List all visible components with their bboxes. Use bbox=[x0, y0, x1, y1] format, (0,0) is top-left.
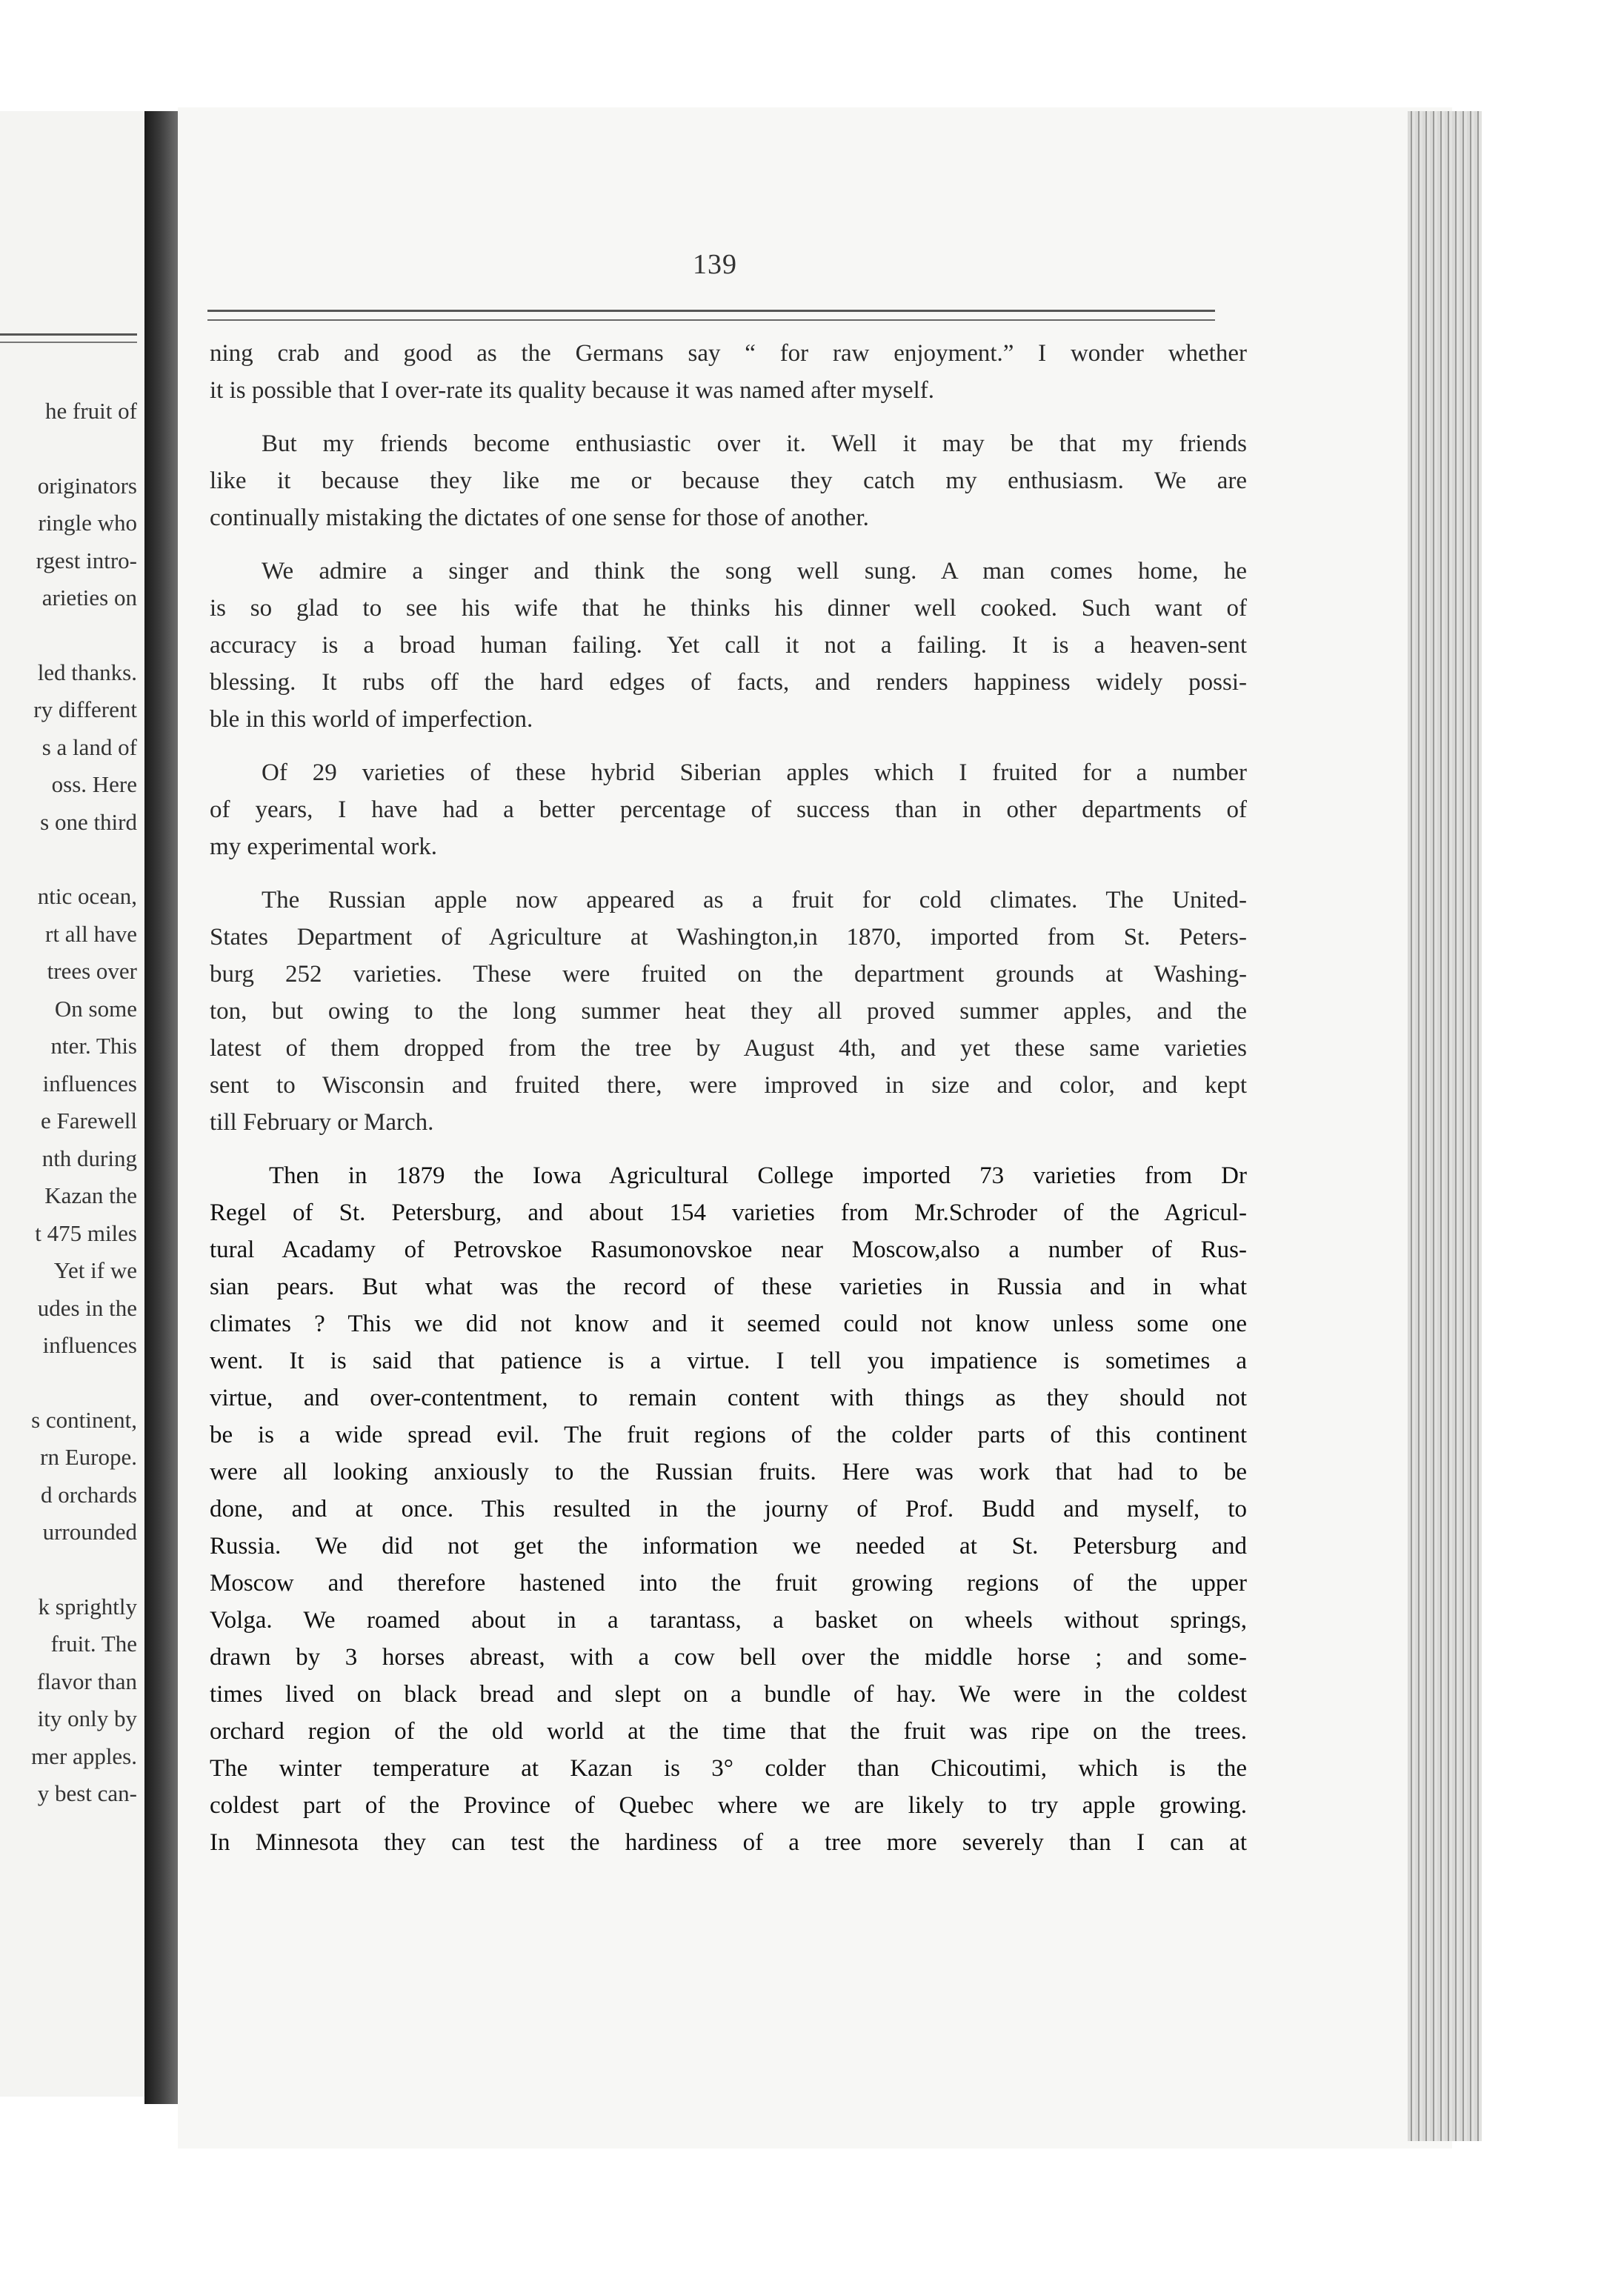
text-line: virtue, and over-contentment, to remain content with things as they should not bbox=[210, 1385, 1247, 1411]
text-line: climates ? This we did not know and it seemed could not know unless some one bbox=[210, 1311, 1247, 1337]
previous-page-line: ntic ocean, bbox=[37, 883, 137, 909]
text-line: Of 29 varieties of these hybrid Siberian apples which I fruited for a number bbox=[262, 759, 1247, 786]
page-edges bbox=[1408, 111, 1482, 2141]
previous-page-line: s continent, bbox=[31, 1406, 137, 1433]
text-line: We admire a singer and think the song well sung. A man comes home, he bbox=[262, 558, 1247, 585]
text-line: be is a wide spread evil. The fruit regions of the colder parts of this continent bbox=[210, 1422, 1247, 1448]
text-line: Regel of St. Petersburg, and about 154 varieties from Mr.Schroder of the Agricul- bbox=[210, 1199, 1247, 1226]
text-line: ning crab and good as the Germans say “ for raw enjoyment.” I wonder whether bbox=[210, 340, 1247, 367]
previous-page-line: nth during bbox=[41, 1145, 137, 1171]
text-line: of years, I have had a better percentage of success than in other departments of bbox=[210, 796, 1247, 823]
text-line: Moscow and therefore hastened into the fruit growing regions of the upper bbox=[210, 1570, 1247, 1597]
previous-page-line: k sprightly bbox=[38, 1593, 137, 1620]
previous-page-line: influences bbox=[42, 1332, 137, 1358]
previous-page-line: y best can- bbox=[37, 1780, 137, 1806]
text-line: accuracy is a broad human failing. Yet call it not a failing. It is a heaven-sent bbox=[210, 632, 1247, 659]
text-line: States Department of Agriculture at Washington,in 1870, imported from St. Peters- bbox=[210, 924, 1247, 951]
text-line: done, and at once. This resulted in the journy of Prof. Budd and myself, to bbox=[210, 1496, 1247, 1522]
text-line: In Minnesota they can test the hardiness of a tree more severely than I can at bbox=[210, 1829, 1247, 1856]
previous-page-line: udes in the bbox=[37, 1294, 137, 1321]
text-line: went. It is said that patience is a virtue. I tell you impatience is sometimes a bbox=[210, 1348, 1247, 1374]
previous-page-line: e Farewell bbox=[41, 1108, 137, 1134]
text-line: like it because they like me or because they catch my enthusiasm. We are bbox=[210, 467, 1247, 494]
previous-page-line: rn Europe. bbox=[40, 1444, 137, 1470]
text-line: The Russian apple now appeared as a fruit for cold climates. The United- bbox=[262, 887, 1247, 913]
previous-page-line: Kazan the bbox=[44, 1182, 137, 1208]
text-line: sian pears. But what was the record of these varieties in Russia and in what bbox=[210, 1274, 1247, 1300]
previous-page-line: nter. This bbox=[50, 1033, 137, 1059]
previous-page-line: trees over bbox=[47, 958, 137, 984]
text-line: tural Acadamy of Petrovskoe Rasumonovskoe near Moscow,also a number of Rus- bbox=[210, 1236, 1247, 1263]
text-line: The winter temperature at Kazan is 3° colder than Chicoutimi, which is the bbox=[210, 1755, 1247, 1782]
previous-page-line: rgest intro- bbox=[36, 547, 137, 573]
previous-page-line: Yet if we bbox=[53, 1257, 137, 1283]
previous-page-fragment bbox=[0, 111, 144, 2097]
previous-page-line: s a land of bbox=[41, 733, 137, 760]
paragraph-5 bbox=[210, 882, 1247, 1141]
paragraph-2 bbox=[210, 425, 1247, 536]
text-line: Russia. We did not get the information we needed at St. Petersburg and bbox=[210, 1533, 1247, 1560]
text-line: But my friends become enthusiastic over it. Well it may be that my friends bbox=[262, 430, 1247, 457]
previous-page-line: d orchards bbox=[41, 1481, 137, 1508]
previous-page-line: ity only by bbox=[37, 1705, 137, 1731]
text-line: drawn by 3 horses abreast, with a cow bell over the middle horse ; and some- bbox=[210, 1644, 1247, 1671]
paragraph-1 bbox=[210, 335, 1247, 409]
line-gap bbox=[0, 841, 137, 878]
text-line: continually mistaking the dictates of one sense for those of another. bbox=[210, 505, 869, 531]
previous-page-line: fruit. The bbox=[50, 1631, 137, 1657]
book-gutter-shadow bbox=[144, 111, 182, 2104]
page-number: 139 bbox=[693, 249, 737, 280]
text-line: orchard region of the old world at the time that the fruit was ripe on the trees. bbox=[210, 1718, 1247, 1745]
previous-page-line: oss. Here bbox=[51, 771, 137, 797]
text-line: times lived on black bread and slept on a bundle of hay. We were in the coldest bbox=[210, 1681, 1247, 1708]
text-line: latest of them dropped from the tree by August 4th, and yet these same varieties bbox=[210, 1035, 1247, 1062]
previous-page-line: rt all have bbox=[45, 920, 137, 947]
line-gap bbox=[0, 1551, 137, 1588]
previous-page-line: s one third bbox=[40, 808, 137, 835]
paragraph-3 bbox=[210, 553, 1247, 738]
text-line: coldest part of the Province of Quebec where we are likely to try apple growing. bbox=[210, 1792, 1247, 1819]
previous-page-line: ry different bbox=[33, 696, 137, 722]
text-line: till February or March. bbox=[210, 1109, 434, 1136]
paragraph-6 bbox=[210, 1157, 1247, 1861]
text-line: my experimental work. bbox=[210, 833, 437, 860]
text-line: ble in this world of imperfection. bbox=[210, 706, 533, 733]
page-body bbox=[210, 335, 1247, 1877]
previous-page-line: ringle who bbox=[38, 510, 137, 536]
previous-page-line: he fruit of bbox=[45, 398, 137, 424]
previous-page-line: urrounded bbox=[42, 1519, 137, 1545]
previous-page-line: arieties on bbox=[41, 585, 137, 610]
text-line: it is possible that I over-rate its quality because it was named after myself. bbox=[210, 377, 935, 404]
previous-page-line: t 475 miles bbox=[35, 1219, 137, 1246]
paragraph-4 bbox=[210, 754, 1247, 865]
text-line: burg 252 varieties. These were fruited on the department grounds at Washing- bbox=[210, 961, 1247, 988]
text-line: Volga. We roamed about in a tarantass, a basket on wheels without springs, bbox=[210, 1607, 1247, 1634]
line-gap bbox=[0, 617, 137, 654]
line-gap bbox=[0, 1365, 137, 1402]
text-line: blessing. It rubs off the hard edges of facts, and renders happiness widely possi- bbox=[210, 669, 1247, 696]
previous-page-line: originators bbox=[37, 472, 137, 499]
text-line: Then in 1879 the Iowa Agricultural College imported 73 varieties from Dr bbox=[269, 1162, 1247, 1189]
previous-page-header-rule bbox=[0, 333, 137, 343]
text-line: were all looking anxiously to the Russian fruits. Here was work that had to be bbox=[210, 1459, 1247, 1485]
previous-page-line: flavor than bbox=[36, 1668, 137, 1694]
text-line: ton, but owing to the long summer heat they all proved summer apples, and the bbox=[210, 998, 1247, 1025]
previous-page-line: influences bbox=[42, 1070, 137, 1096]
text-line: sent to Wisconsin and fruited there, were improved in size and color, and kept bbox=[210, 1072, 1247, 1099]
previous-page-line: On some bbox=[54, 995, 137, 1022]
previous-page-line: mer apples. bbox=[31, 1743, 137, 1769]
previous-page-line: led thanks. bbox=[37, 659, 137, 685]
header-rule bbox=[207, 310, 1215, 321]
previous-page-text bbox=[0, 393, 137, 1813]
text-line: is so glad to see his wife that he thinks his dinner well cooked. Such want of bbox=[210, 595, 1247, 622]
line-gap bbox=[0, 430, 137, 467]
